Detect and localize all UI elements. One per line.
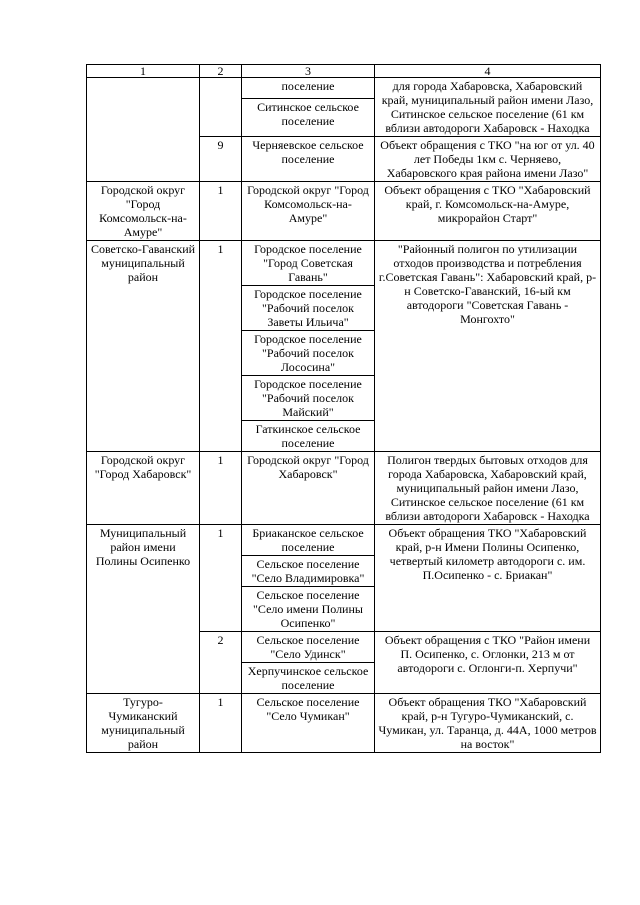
settlement-cell: Черняевское сельское поселение	[242, 137, 375, 182]
header-cell: 2	[200, 65, 242, 78]
district-cell: Городской округ "Город Комсомольск-на-Амуре"	[87, 182, 200, 241]
facility-cell: Объект обращения с ТКО "на юг от ул. 40 лет Победы 1км с. Черняево, Хабаровского края района имени Лазо"	[375, 137, 601, 182]
settlement-cell: Херпучинское сельское поселение	[242, 663, 375, 694]
settlement-cell: Городской округ "Город Хабаровск"	[242, 452, 375, 525]
facility-cell: Объект обращения с ТКО "Район имени П. Осипенко, с. Оглонки, 213 м от автодороги с. Оглонги-п. Херпучи"	[375, 632, 601, 694]
header-cell: 4	[375, 65, 601, 78]
header-cell: 1	[87, 65, 200, 78]
district-cell: Городской округ "Город Хабаровск"	[87, 452, 200, 525]
settlement-cell: Гаткинское сельское поселение	[242, 421, 375, 452]
facility-cell: Объект обращения ТКО "Хабаровский край, р-н Имени Полины Осипенко, четвертый километр автодороги с. им. П.Осипенко - с. Бриакан"	[375, 525, 601, 632]
facility-cell: "Районный полигон по утилизации отходов производства и потребления г.Советская Гавань": Хабаровский край, р-н Советско-Гаванский, 16-ый км автодороги "Советская Гавань - Монгохто"	[375, 241, 601, 452]
district-cell: Муниципальный район имени Полины Осипенко	[87, 525, 200, 694]
number-cell: 2	[200, 632, 242, 694]
settlement-cell: Городское поселение "Рабочий поселок Майский"	[242, 376, 375, 421]
settlement-cell: поселение	[242, 78, 375, 99]
settlement-cell: Городское поселение "Рабочий поселок Заветы Ильича"	[242, 286, 375, 331]
district-cell	[87, 78, 200, 182]
table-row	[87, 241, 601, 286]
table-row	[87, 182, 601, 241]
settlement-cell: Сельское поселение "Село Удинск"	[242, 632, 375, 663]
facility-cell: Полигон твердых бытовых отходов для города Хабаровска, Хабаровский край, муниципальный район имени Лазо, Ситинское сельское поселение (61 км вблизи автодороги Хабаровск - Находка	[375, 452, 601, 525]
settlement-cell: Ситинское сельское поселение	[242, 98, 375, 136]
header-cell: 3	[242, 65, 375, 78]
district-cell: Тугуро-Чумиканский муниципальный район	[87, 694, 200, 753]
settlement-cell: Сельское поселение "Село имени Полины Осипенко"	[242, 587, 375, 632]
facility-cell: для города Хабаровска, Хабаровский край, муниципальный район имени Лазо, Ситинское сельское поселение (61 км вблизи автодороги Хабаровск - Находка	[375, 78, 601, 137]
number-cell: 1	[200, 525, 242, 632]
number-cell: 9	[200, 137, 242, 182]
waste-facilities-table	[86, 64, 601, 753]
number-cell	[200, 78, 242, 137]
number-cell: 1	[200, 452, 242, 525]
facility-cell: Объект обращения с ТКО "Хабаровский край, г. Комсомольск-на-Амуре, микрорайон Старт"	[375, 182, 601, 241]
settlement-cell: Городское поселение "Город Советская Гавань"	[242, 241, 375, 286]
settlement-cell: Сельское поселение "Село Владимировка"	[242, 556, 375, 587]
settlement-cell: Городское поселение "Рабочий поселок Лососина"	[242, 331, 375, 376]
district-cell: Советско-Гаванский муниципальный район	[87, 241, 200, 452]
table-row	[87, 78, 601, 99]
table-row	[87, 452, 601, 525]
table-header-row	[87, 65, 601, 78]
table-row	[87, 694, 601, 753]
settlement-cell: Сельское поселение "Село Чумикан"	[242, 694, 375, 753]
facility-cell: Объект обращения ТКО "Хабаровский край, р-н Тугуро-Чумиканский, с. Чумикан, ул. Таранца, д. 44А, 1000 метров на восток"	[375, 694, 601, 753]
table-row	[87, 525, 601, 556]
settlement-cell: Бриаканское сельское поселение	[242, 525, 375, 556]
number-cell: 1	[200, 694, 242, 753]
number-cell: 1	[200, 182, 242, 241]
settlement-cell: Городской округ "Город Комсомольск-на-Амуре"	[242, 182, 375, 241]
number-cell: 1	[200, 241, 242, 452]
